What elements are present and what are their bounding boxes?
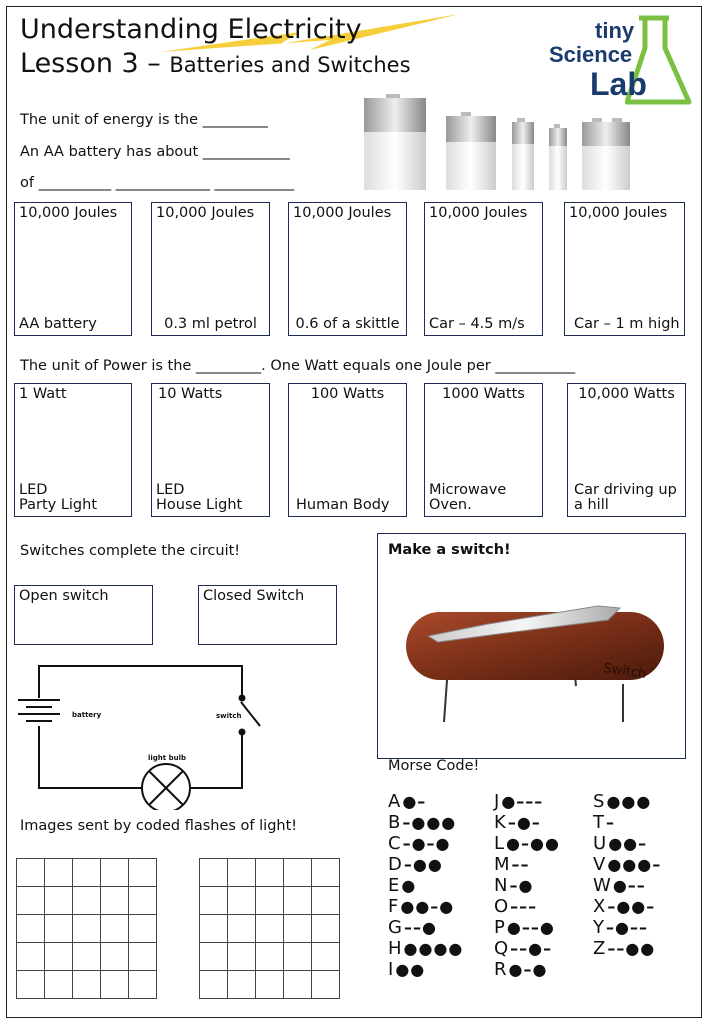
energy-question-1: The unit of energy is the _________ xyxy=(20,112,268,128)
morse-entry xyxy=(593,917,661,938)
morse-code: –●–● xyxy=(402,834,451,853)
battery-label: battery xyxy=(72,711,102,719)
morse-letter: K xyxy=(494,812,506,833)
energy-value: 10,000 Joules xyxy=(569,205,668,221)
morse-code: ●●● xyxy=(606,792,652,811)
energy-label: Car – 4.5 m/s xyxy=(429,316,525,332)
morse-code: –●● xyxy=(403,855,443,874)
morse-letter: C xyxy=(388,833,401,854)
power-label-line: a hill xyxy=(574,497,609,513)
morse-entry xyxy=(388,875,463,896)
energy-question-3: of __________ _____________ ___________ xyxy=(20,175,295,191)
switches-heading: Switches complete the circuit! xyxy=(20,543,241,559)
morse-letter: E xyxy=(388,875,400,896)
morse-code: ●–● xyxy=(508,960,548,979)
morse-code: –●●● xyxy=(402,813,457,832)
power-label xyxy=(19,483,129,513)
morse-letter: T xyxy=(593,812,604,833)
morse-entry xyxy=(388,854,463,875)
morse-letter: D xyxy=(388,854,402,875)
pixel-grid-right xyxy=(199,858,340,999)
page-title: Understanding Electricity xyxy=(20,14,362,45)
morse-letter: Z xyxy=(593,938,606,959)
make-switch-title: Make a switch! xyxy=(388,542,511,558)
morse-letter: S xyxy=(593,791,605,812)
energy-value: 10,000 Joules xyxy=(293,205,392,221)
power-label-line: Car driving up xyxy=(574,482,677,498)
power-label xyxy=(429,483,540,513)
morse-letter: M xyxy=(494,854,510,875)
images-caption: Images sent by coded flashes of light! xyxy=(20,818,298,834)
morse-code: ●●●– xyxy=(607,855,662,874)
morse-code: – xyxy=(606,813,615,832)
morse-letter: B xyxy=(388,812,401,833)
open-switch-label: Open switch xyxy=(19,588,109,604)
energy-box-car-speed xyxy=(424,202,543,336)
morse-letter: I xyxy=(388,959,394,980)
closed-switch-label: Closed Switch xyxy=(203,588,305,604)
morse-entry xyxy=(494,938,560,959)
energy-label: 0.6 of a skittle xyxy=(295,316,400,332)
pixel-grid-left xyxy=(16,858,157,999)
energy-box-car-height xyxy=(564,202,685,336)
morse-code: ●● xyxy=(395,960,426,979)
batteries-image xyxy=(360,92,635,192)
morse-entry xyxy=(593,875,661,896)
morse-column-3 xyxy=(593,791,661,959)
morse-entry xyxy=(494,854,560,875)
power-label xyxy=(574,483,683,513)
power-value: 1 Watt xyxy=(19,386,67,402)
morse-entry xyxy=(593,791,661,812)
morse-code: –●–– xyxy=(606,918,648,937)
power-value: 10 Watts xyxy=(158,386,223,402)
energy-question-2: An AA battery has about ____________ xyxy=(20,144,290,160)
morse-entry xyxy=(388,959,463,980)
lesson-subtitle: Batteries and Switches xyxy=(169,53,411,77)
morse-code: ●––– xyxy=(501,792,544,811)
power-label-line: Microwave xyxy=(429,482,507,498)
energy-label: AA battery xyxy=(19,316,97,332)
morse-entry xyxy=(494,791,560,812)
energy-label: 0.3 ml petrol xyxy=(164,316,257,332)
morse-code: ––●● xyxy=(607,939,656,958)
morse-entry xyxy=(388,812,463,833)
morse-code: ●●●● xyxy=(403,939,464,958)
morse-entry xyxy=(593,812,661,833)
open-switch-box xyxy=(14,585,153,645)
morse-entry xyxy=(388,938,463,959)
energy-box-petrol xyxy=(151,202,270,336)
morse-code: ●–●● xyxy=(506,834,560,853)
morse-letter: Q xyxy=(494,938,509,959)
morse-code: –●●– xyxy=(607,897,656,916)
morse-code: ●– xyxy=(402,792,427,811)
morse-code: –● xyxy=(509,876,534,895)
morse-code: ●––● xyxy=(506,918,555,937)
morse-letter: Y xyxy=(593,917,604,938)
morse-code: ––●– xyxy=(510,939,553,958)
switch-label: switch xyxy=(216,712,242,720)
power-box-100w xyxy=(288,383,407,517)
energy-label: Car – 1 m high xyxy=(574,316,680,332)
morse-code: –– xyxy=(511,855,530,874)
power-label-line: Oven. xyxy=(429,497,472,513)
morse-letter: L xyxy=(494,833,505,854)
morse-letter: O xyxy=(494,896,509,917)
morse-letter: A xyxy=(388,791,401,812)
energy-value: 10,000 Joules xyxy=(156,205,255,221)
morse-code: ●●–● xyxy=(400,897,455,916)
morse-letter: X xyxy=(593,896,606,917)
morse-entry xyxy=(494,917,560,938)
morse-letter: N xyxy=(494,875,508,896)
morse-entry xyxy=(388,791,463,812)
circuit-diagram xyxy=(12,660,262,810)
morse-entry xyxy=(494,875,560,896)
energy-value: 10,000 Joules xyxy=(429,205,528,221)
make-switch-panel xyxy=(377,533,686,759)
morse-letter: F xyxy=(388,896,399,917)
morse-title: Morse Code! xyxy=(388,758,480,774)
switch-photo-label: Switch xyxy=(602,661,648,682)
energy-box-skittle xyxy=(288,202,407,336)
morse-column-1 xyxy=(388,791,463,980)
morse-letter: P xyxy=(494,917,505,938)
morse-entry xyxy=(593,896,661,917)
power-label-line: LED xyxy=(19,482,48,498)
energy-value: 10,000 Joules xyxy=(19,205,118,221)
morse-code: ●–– xyxy=(612,876,646,895)
energy-box-aa xyxy=(14,202,132,336)
lesson-number: Lesson 3 – xyxy=(20,48,170,79)
morse-letter: V xyxy=(593,854,606,875)
power-box-10000w xyxy=(567,383,686,517)
power-label-line: Human Body xyxy=(296,497,390,513)
morse-entry xyxy=(593,833,661,854)
morse-entry xyxy=(593,938,661,959)
power-label xyxy=(296,498,404,513)
morse-letter: H xyxy=(388,938,402,959)
light-bulb-label: light bulb xyxy=(148,754,186,762)
morse-column-2 xyxy=(494,791,560,980)
morse-code: ––– xyxy=(510,897,538,916)
logo-lab: Lab xyxy=(590,66,647,102)
morse-entry xyxy=(388,833,463,854)
morse-entry xyxy=(388,896,463,917)
lesson-title xyxy=(20,48,411,79)
morse-code: ● xyxy=(401,876,417,895)
morse-code: –●– xyxy=(507,813,541,832)
morse-letter: J xyxy=(494,791,500,812)
morse-letter: W xyxy=(593,875,611,896)
morse-entry xyxy=(494,812,560,833)
morse-code: ––● xyxy=(403,918,437,937)
morse-entry xyxy=(388,917,463,938)
morse-entry xyxy=(494,896,560,917)
logo-tiny: tiny xyxy=(595,18,635,43)
power-box-10w xyxy=(151,383,270,517)
power-label-line: LED xyxy=(156,482,185,498)
morse-entry xyxy=(593,854,661,875)
morse-letter: G xyxy=(388,917,402,938)
power-box-1w xyxy=(14,383,132,517)
morse-entry xyxy=(494,833,560,854)
power-label-line: House Light xyxy=(156,497,243,513)
power-box-1000w xyxy=(424,383,543,517)
power-question: The unit of Power is the _________. One Watt equals one Joule per ___________ xyxy=(20,358,576,374)
power-label xyxy=(156,483,267,513)
power-value: 100 Watts xyxy=(310,386,385,402)
logo-science: Science xyxy=(549,42,633,67)
closed-switch-box xyxy=(198,585,337,645)
switch-photo xyxy=(398,594,668,734)
morse-letter: R xyxy=(494,959,507,980)
morse-entry xyxy=(494,959,560,980)
power-value: 10,000 Watts xyxy=(578,386,675,402)
morse-code: ●●– xyxy=(608,834,648,853)
power-label-line: Party Light xyxy=(19,497,98,513)
morse-letter: U xyxy=(593,833,607,854)
power-value: 1000 Watts xyxy=(442,386,525,402)
